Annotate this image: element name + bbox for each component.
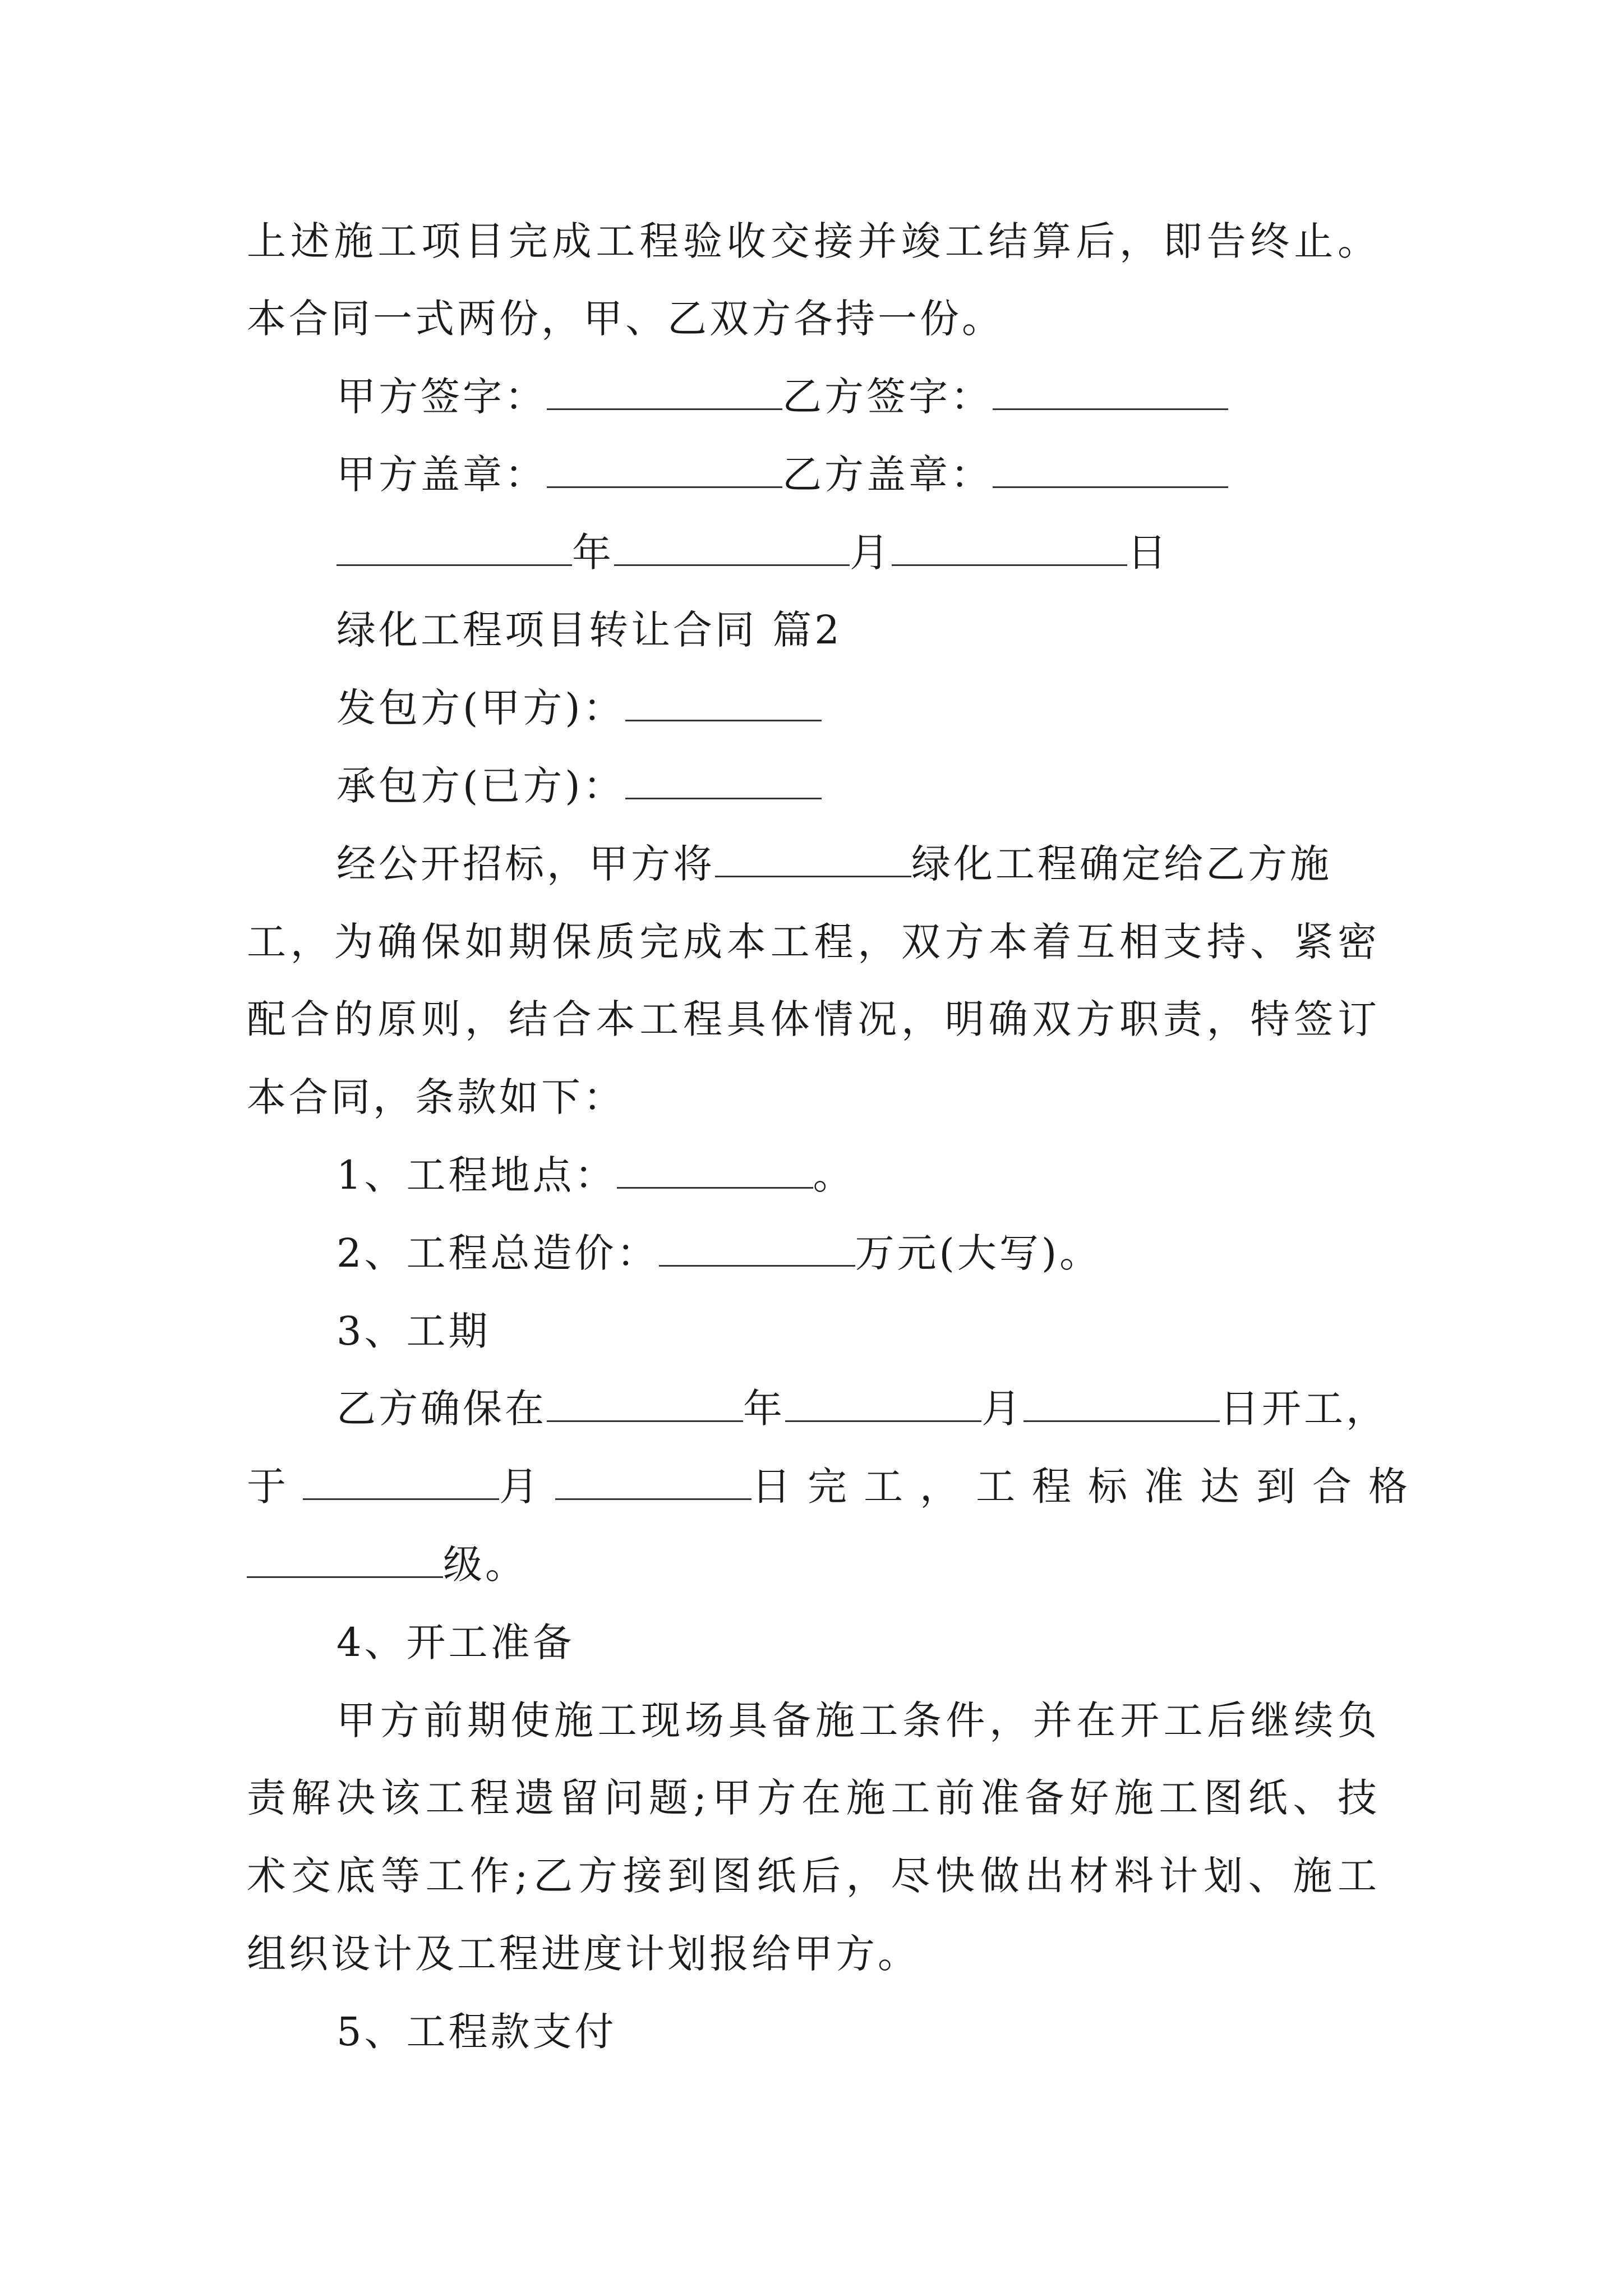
price-blank[interactable] xyxy=(659,1231,855,1267)
item-4-label: 4、开工准备 xyxy=(336,1619,575,1665)
paragraph-line: 甲方前期使施工现场具备施工条件，并在开工后继续负 xyxy=(336,1697,1380,1743)
party-b-row xyxy=(336,761,822,811)
sign-b-blank[interactable] xyxy=(993,375,1228,410)
party-a-row xyxy=(336,683,822,733)
period-text: 月 xyxy=(499,1464,555,1510)
item-2-end: 万元(大写)。 xyxy=(855,1230,1102,1276)
item-1-end: 。 xyxy=(813,1152,855,1198)
item-3-label: 3、工期 xyxy=(336,1308,491,1354)
day-blank[interactable] xyxy=(892,531,1127,566)
paragraph-line: 术交底等工作;乙方接到图纸后，尽快做出材料计划、施工 xyxy=(247,1853,1380,1899)
period-text: 乙方确保在 xyxy=(336,1386,547,1432)
item-1-label: 1、工程地点： xyxy=(336,1152,617,1198)
month-label: 月 xyxy=(850,530,892,576)
party-b-label: 承包方(已方)： xyxy=(336,763,625,809)
end-day-blank[interactable] xyxy=(555,1465,751,1500)
period-text: 日完工，工程标准达到合格 xyxy=(751,1464,1424,1510)
end-month-blank[interactable] xyxy=(303,1465,499,1500)
paragraph-line: 本合同一式两份，甲、乙双方各持一份。 xyxy=(247,296,1004,342)
project-name-blank[interactable] xyxy=(715,842,911,877)
section-title: 绿化工程项目转让合同 篇2 xyxy=(336,607,842,653)
start-month-blank[interactable] xyxy=(785,1387,981,1422)
signature-row xyxy=(336,371,1228,422)
grade-blank[interactable] xyxy=(247,1543,443,1578)
month-blank[interactable] xyxy=(614,531,850,566)
period-line-1 xyxy=(336,1383,1388,1434)
item-2-row xyxy=(336,1228,1101,1278)
day-label: 日 xyxy=(1127,530,1169,576)
party-a-blank[interactable] xyxy=(625,686,822,721)
period-text: 月 xyxy=(981,1386,1023,1432)
seal-row xyxy=(336,449,1228,500)
location-blank[interactable] xyxy=(617,1153,813,1189)
intro-line-1 xyxy=(336,839,1332,889)
period-line-3 xyxy=(247,1539,527,1590)
period-text: 年 xyxy=(743,1386,785,1432)
year-label: 年 xyxy=(572,530,614,576)
paragraph-line: 配合的原则，结合本工程具体情况，明确双方职责，特签订 xyxy=(247,996,1380,1042)
intro-text: 经公开招标，甲方将 xyxy=(336,841,715,887)
item-1-row xyxy=(336,1150,855,1200)
start-day-blank[interactable] xyxy=(1023,1387,1220,1422)
paragraph-line: 工，为确保如期保质完成本工程，双方本着互相支持、紧密 xyxy=(247,919,1380,965)
seal-a-blank[interactable] xyxy=(547,453,782,488)
paragraph-line: 组织设计及工程进度计划报给甲方。 xyxy=(247,1931,920,1977)
item-2-label: 2、工程总造价： xyxy=(336,1230,659,1276)
year-blank[interactable] xyxy=(336,531,572,566)
start-year-blank[interactable] xyxy=(547,1387,743,1422)
period-text: 于 xyxy=(247,1464,303,1510)
seal-b-blank[interactable] xyxy=(993,453,1228,488)
intro-text: 绿化工程确定给乙方施 xyxy=(911,841,1332,887)
item-5-label: 5、工程款支付 xyxy=(336,2009,617,2055)
sign-a-label: 甲方签字： xyxy=(336,374,547,420)
party-a-label: 发包方(甲方)： xyxy=(336,685,625,731)
seal-a-label: 甲方盖章： xyxy=(336,452,547,498)
sign-a-blank[interactable] xyxy=(547,375,782,410)
date-row xyxy=(336,527,1169,578)
sign-b-label: 乙方签字： xyxy=(782,374,993,420)
paragraph-line: 本合同，条款如下： xyxy=(247,1074,625,1120)
paragraph-line: 上述施工项目完成工程验收交接并竣工结算后，即告终止。 xyxy=(247,218,1380,264)
party-b-blank[interactable] xyxy=(625,764,822,799)
paragraph-line: 责解决该工程遗留问题;甲方在施工前准备好施工图纸、技 xyxy=(247,1775,1380,1821)
seal-b-label: 乙方盖章： xyxy=(782,452,993,498)
period-text: 日开工， xyxy=(1220,1386,1388,1432)
period-text: 级。 xyxy=(443,1542,527,1588)
period-line-2 xyxy=(247,1461,1424,1512)
